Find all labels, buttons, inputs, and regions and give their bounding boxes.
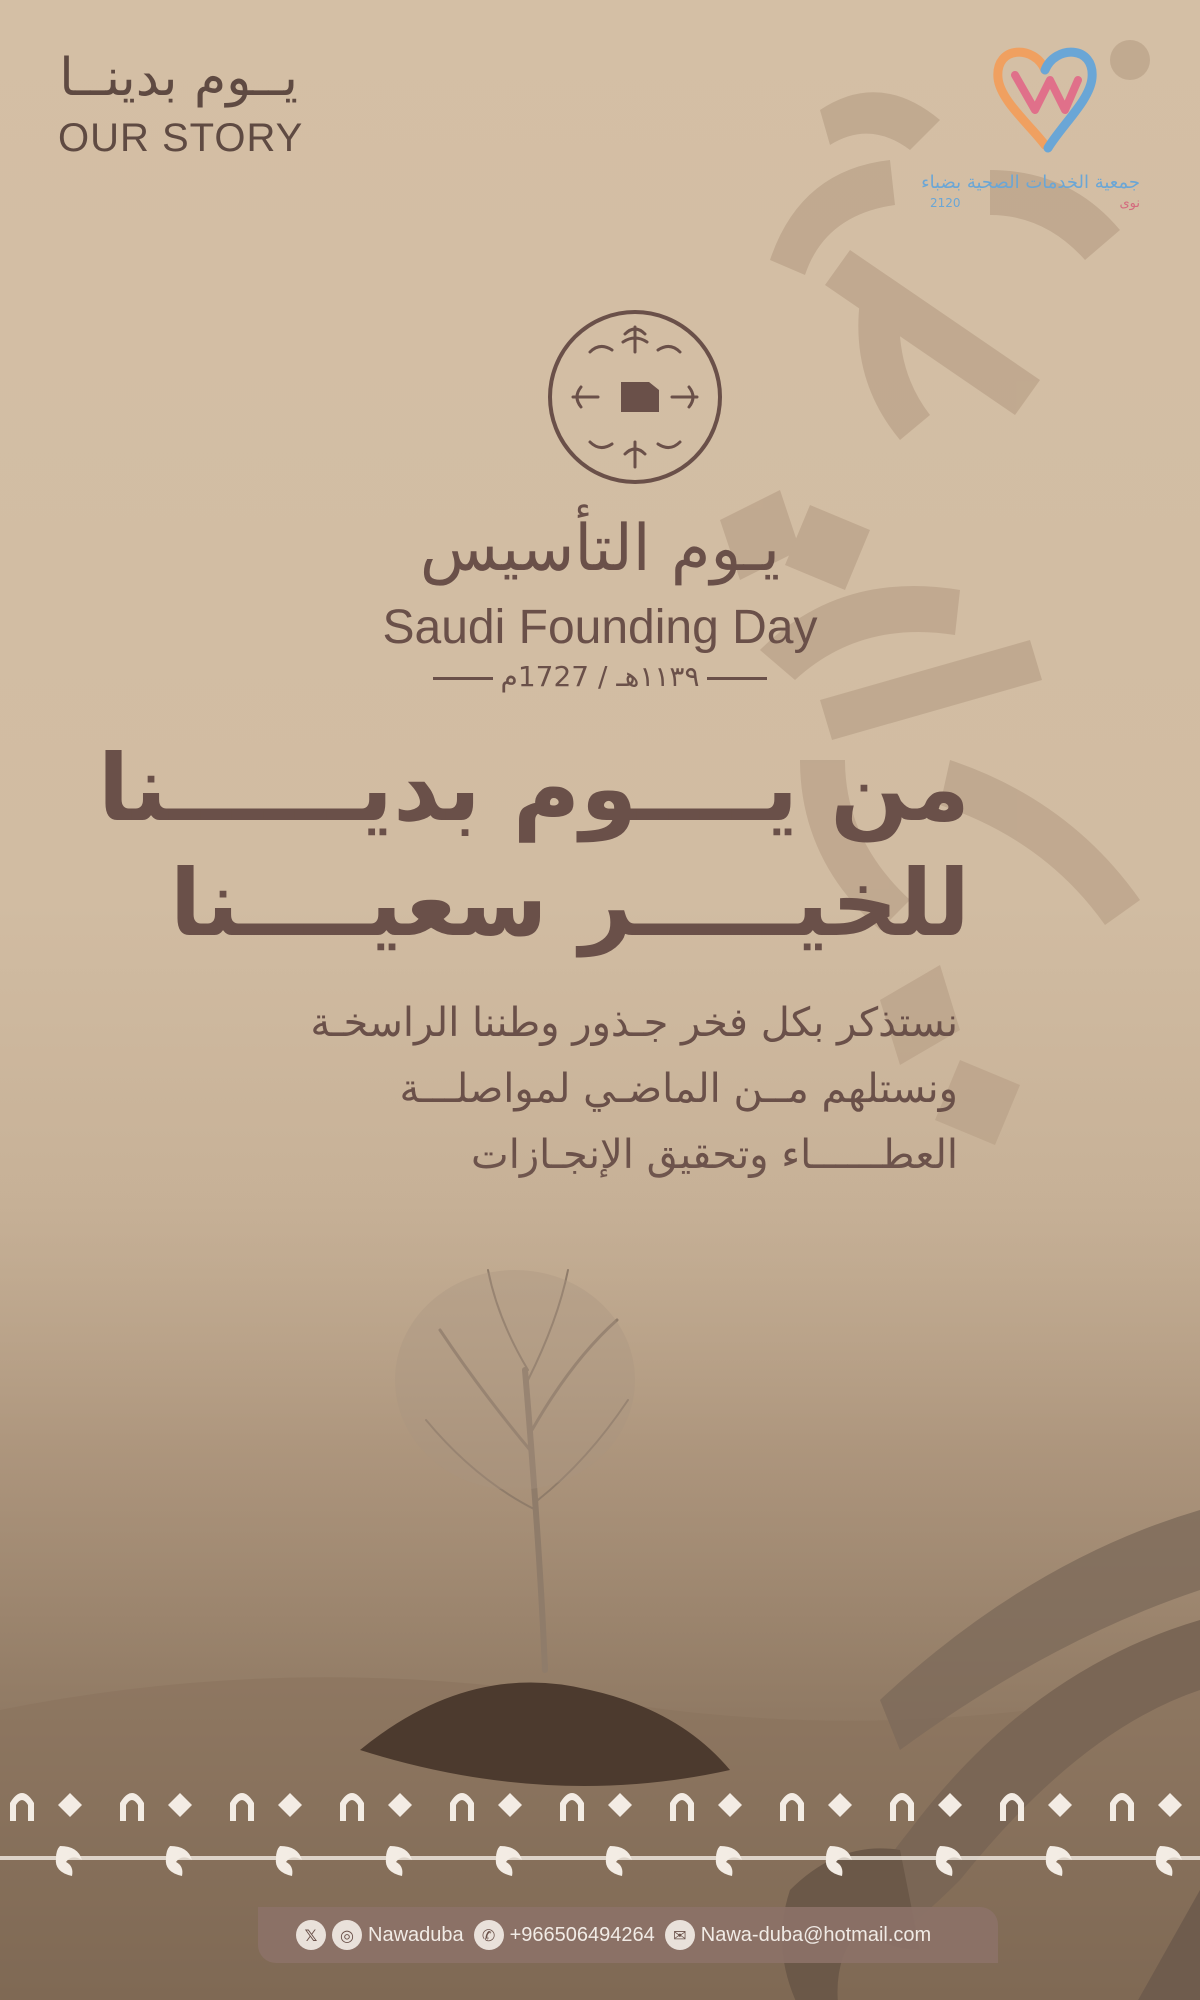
organization-year: 2120 xyxy=(930,196,961,210)
mail-icon[interactable]: ✉ xyxy=(665,1920,695,1950)
founding-day-date xyxy=(400,660,800,693)
pattern-band-motifs xyxy=(0,1838,1200,1878)
organization-logo xyxy=(921,40,1150,230)
divider xyxy=(433,677,493,680)
phone-number[interactable]: +966506494264 xyxy=(509,1923,655,1946)
brand-title-arabic: يــوم بدينــا xyxy=(59,48,298,108)
brand-title-english: OUR STORY xyxy=(58,116,304,160)
headline-line-1: من يــــوم بديــــــنا xyxy=(97,735,970,842)
contact-bar xyxy=(258,1907,998,1963)
founding-day-title-arabic: يـوم التأسيس xyxy=(419,512,781,586)
x-icon[interactable]: 𝕏 xyxy=(296,1920,326,1950)
founding-day-title-english: Saudi Founding Day xyxy=(382,601,818,654)
paragraph-line-1: نستذكر بكل فخر جـذور وطننا الراسخـة xyxy=(310,1000,958,1046)
heart-logo-icon xyxy=(990,40,1100,160)
phone-icon[interactable]: ✆ xyxy=(474,1920,504,1950)
social-handle[interactable]: Nawaduba xyxy=(368,1923,464,1946)
instagram-icon[interactable]: ◎ xyxy=(332,1920,362,1950)
organization-name: جمعية الخدمات الصحية بضباء xyxy=(921,172,1140,193)
pattern-band-arches xyxy=(0,1785,1200,1825)
headline-line-2: للخيـــــر سعيــــنا xyxy=(169,850,970,957)
paragraph-line-2: ونستلهم مــن الماضـي لمواصلـــة xyxy=(399,1066,958,1112)
divider xyxy=(707,677,767,680)
email-address[interactable]: Nawa-duba@hotmail.com xyxy=(700,1923,932,1946)
organization-subname: نوى xyxy=(1119,196,1140,211)
founding-day-date-text: ١١٣٩هـ / 1727م xyxy=(500,660,700,693)
saudi-founding-day-emblem-icon xyxy=(545,302,725,492)
